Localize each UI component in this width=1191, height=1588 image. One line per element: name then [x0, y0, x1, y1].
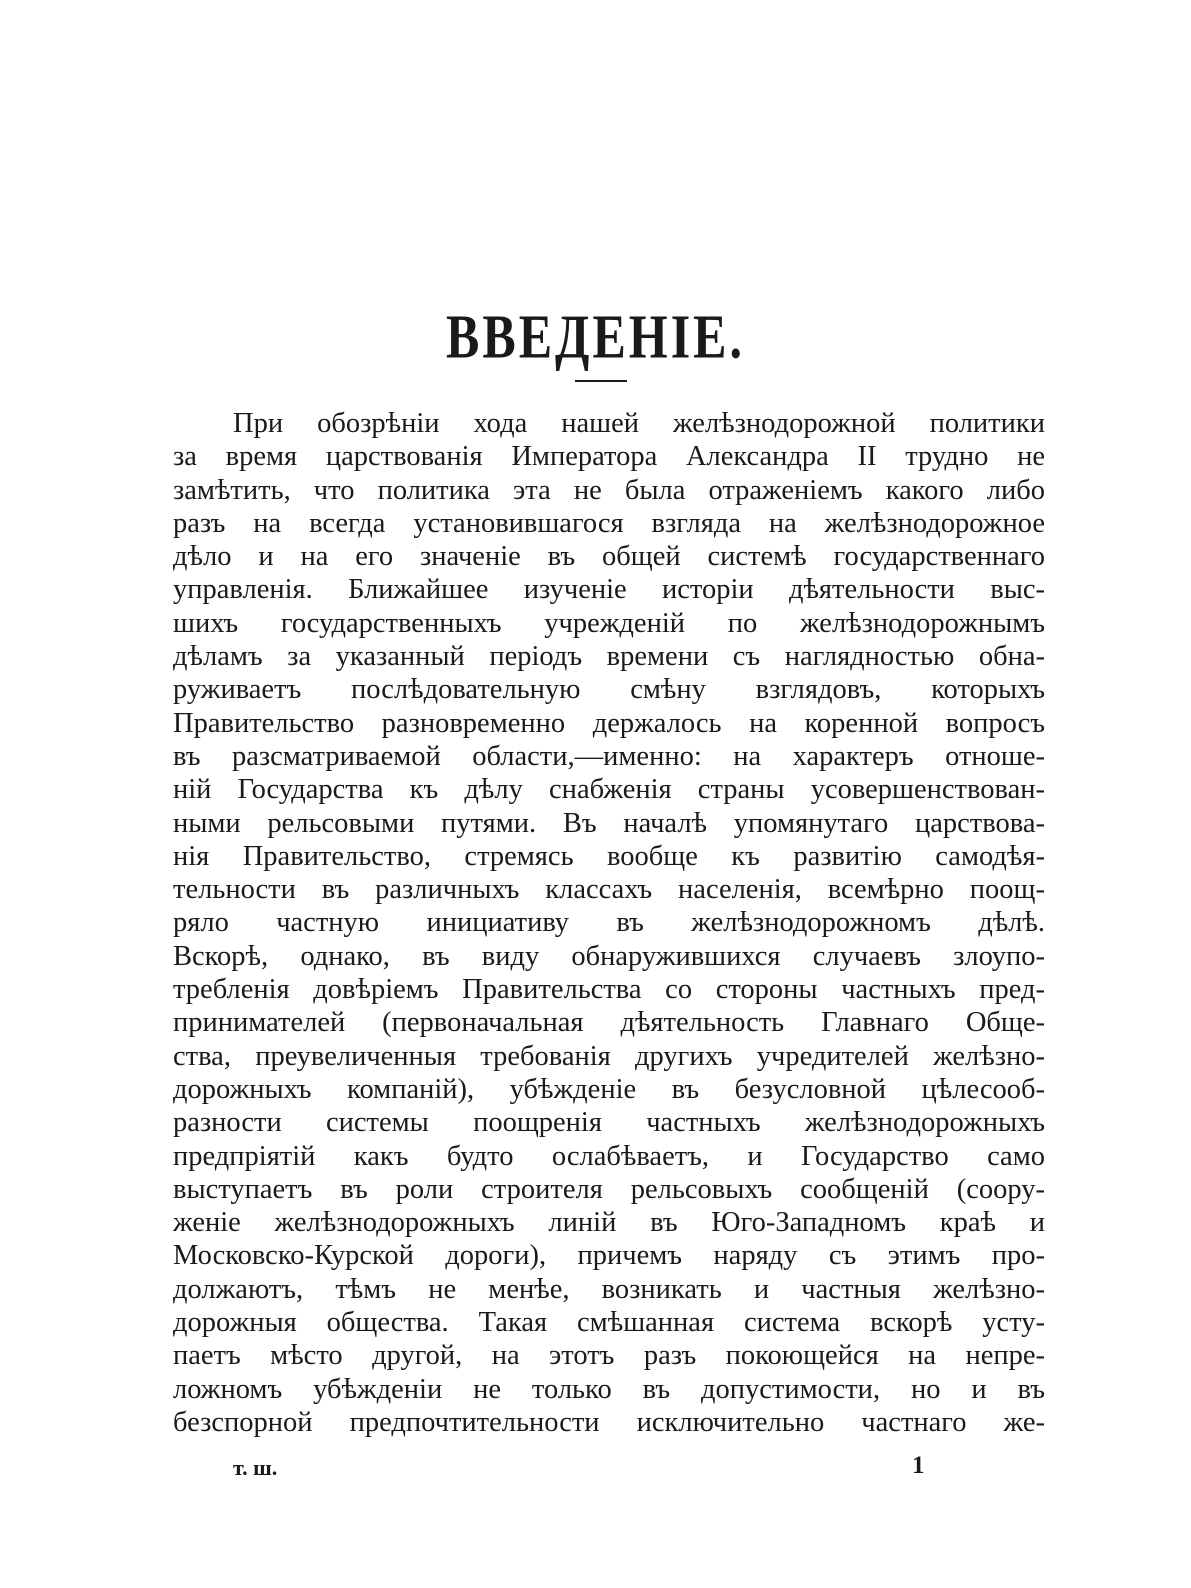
text-line: дорожныя общества. Такая смѣшанная система вскорѣ усту- — [173, 1307, 1045, 1339]
signature-mark: т. ш. — [233, 1455, 278, 1480]
text-line: женіе желѣзнодорожныхъ линій въ Юго-Западномъ краѣ и — [173, 1207, 1045, 1239]
text-line: Московско-Курской дороги), причемъ наряду съ этимъ про- — [173, 1240, 1045, 1272]
text-line: Вскорѣ, однако, въ виду обнаружившихся случаевъ злоупо- — [173, 940, 1045, 972]
text-line: принимателей (первоначальная дѣятельность Главнаго Обще- — [173, 1007, 1045, 1039]
text-line: шихъ государственныхъ учрежденій по желѣзнодорожнымъ — [173, 607, 1045, 639]
text-line: При обозрѣніи хода нашей желѣзнодорожной политики — [233, 408, 1045, 439]
page-title: ВВЕДЕНІЕ. — [446, 301, 745, 372]
text-line: замѣтить, что политика эта не была отраженіемъ какого либо — [173, 474, 1045, 506]
text-line: руживаетъ послѣдовательную смѣну взглядовъ, которыхъ — [173, 674, 1045, 706]
page-number: 1 — [912, 1452, 925, 1479]
text-line: выступаетъ въ роли строителя рельсовыхъ сообщеній (соору- — [173, 1173, 1045, 1205]
text-line: предпріятій какъ будто ослабѣваетъ, и Государство само — [173, 1140, 1045, 1172]
text-line: дѣламъ за указанный періодъ времени съ наглядностью обна- — [173, 641, 1045, 673]
text-line: ства, преувеличенныя требованія другихъ учредителей желѣзно- — [173, 1040, 1045, 1072]
text-line: ній Государства къ дѣлу снабженія страны усовершенствован- — [173, 774, 1045, 806]
text-line: требленія довѣріемъ Правительства со стороны частныхъ пред- — [173, 974, 1045, 1006]
text-line: ными рельсовыми путями. Въ началѣ упомянутаго царствова- — [173, 807, 1045, 839]
text-line: Правительство разновременно держалось на коренной вопросъ — [173, 707, 1045, 739]
text-line: должаютъ, тѣмъ не менѣе, возникать и частныя желѣзно- — [173, 1273, 1045, 1305]
text-line: ряло частную инициативу въ желѣзнодорожномъ дѣлѣ. — [173, 907, 1045, 939]
text-line: ложномъ убѣжденіи не только въ допустимости, но и въ — [173, 1373, 1045, 1405]
text-line: разъ на всегда установившагося взгляда на желѣзнодорожное — [173, 507, 1045, 539]
text-line: дѣло и на его значеніе въ общей системѣ государственнаго — [173, 541, 1045, 573]
text-line: паетъ мѣсто другой, на этотъ разъ покоющейся на непре- — [173, 1340, 1045, 1372]
text-line: за время царствованія Императора Александра II трудно не — [173, 441, 1045, 473]
text-line: безспорной предпочтительности исключительно частнаго же- — [173, 1406, 1045, 1438]
text-line: дорожныхъ компаній), убѣжденіе въ безусловной цѣлесооб- — [173, 1073, 1045, 1105]
text-line: въ разсматриваемой области,—именно: на характеръ отноше- — [173, 740, 1045, 772]
text-line: разности системы поощренія частныхъ желѣзнодорожныхъ — [173, 1107, 1045, 1139]
body-paragraph — [173, 407, 1045, 1439]
title-divider — [575, 380, 627, 382]
text-line: тельности въ различныхъ классахъ населенія, всемѣрно поощ- — [173, 874, 1045, 906]
text-line: нія Правительство, стремясь вообще къ развитію самодѣя- — [173, 840, 1045, 872]
text-line: управленія. Ближайшее изученіе исторіи дѣятельности выс- — [173, 574, 1045, 606]
